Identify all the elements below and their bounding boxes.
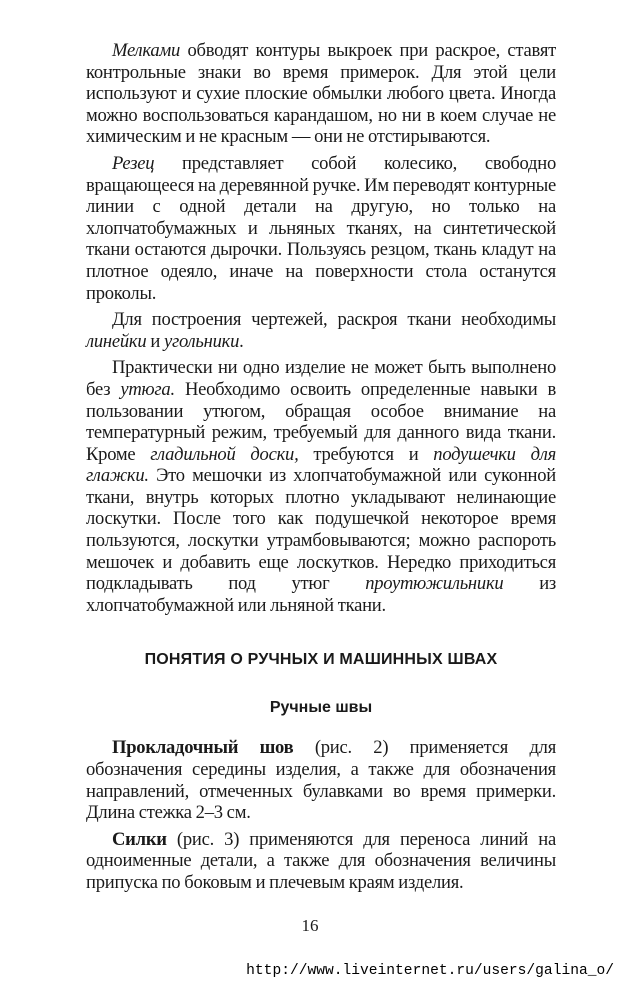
- emphasis-term: подушечки для глажки.: [86, 443, 556, 487]
- emphasis-term: утюга.: [120, 378, 175, 400]
- text-run: .: [239, 330, 244, 352]
- text-run: Практически ни одно изделие не может быть выполнено без: [86, 357, 556, 400]
- paragraph-iron: [86, 357, 556, 616]
- text-run: Для построения чертежей, раскроя ткани необходимы: [112, 309, 556, 331]
- text-run: требуются и: [298, 443, 434, 465]
- emphasis-term: линейки: [86, 330, 147, 352]
- text-run: обводят контуры выкроек при раскрое, ставят контрольные знаки во время примерок. Для этой цели используют и сухие плоские обмылки любого цвета. Иногда можно воспользоваться карандашом, но ни в коем случае не химическим и не красным — они не отстирываются.: [86, 40, 556, 148]
- emphasis-term: Мелками: [112, 40, 181, 61]
- text-run: (рис. 3) применяются для переноса линий на одноименные детали, а также для обозначения величины припуска по боковым и плечевым краям изделия.: [86, 828, 556, 893]
- text-run: (рис. 2) применяется для обозначения середины изделия, а также для обозначения направлений, отмеченных булавками во время примерки. Длина стежка 2–3 см.: [86, 737, 556, 824]
- hand-seams-text: [86, 737, 556, 893]
- text-run: из хлопчатобумажной или льняной ткани.: [86, 573, 556, 616]
- paragraph-tracing-wheel: [86, 153, 556, 304]
- bold-term: Силки: [112, 828, 167, 850]
- paragraph-rulers: [86, 309, 556, 352]
- emphasis-term: гладильной доски,: [150, 443, 299, 465]
- section-title: ПОНЯТИЯ О РУЧНЫХ И МАШИННЫХ ШВАХ: [144, 651, 498, 669]
- text-run: и: [146, 330, 164, 352]
- source-url-watermark: http://www.liveinternet.ru/users/galina_o/: [246, 963, 614, 979]
- bold-term: Прокладочный шов: [112, 737, 294, 759]
- emphasis-term: угольники: [163, 330, 240, 352]
- book-page: [86, 40, 556, 894]
- text-run: Это мешочки из хлопчатобумажной или суконной ткани, внутрь которых плотно укладывают нелинающие лоскутки. После того как подушечкой некоторое время пользуются, лоскутки утрамбовываются; можно распороть мешочек и добавить еще лоскутков. Нередко приходиться подкладывать под утюг: [86, 465, 556, 595]
- tools-text: [86, 40, 556, 616]
- text-run: Необходимо освоить определенные навыки в пользовании утюгом, обращая особое внимание на температурный режим, требуемый для данного вида ткани. Кроме: [86, 378, 556, 465]
- emphasis-term: Резец: [112, 152, 155, 174]
- emphasis-term: проутюжильники: [365, 573, 504, 595]
- text-run: представляет собой колесико, свободно вращающееся на деревянной ручке. Им переводят контурные линии с одной детали на другую, но только на хлопчатобумажных и льняных тканях, на синтетической ткани остаются дырочки. Пользуясь резцом, ткань кладут на плотное одеяло, иначе на поверхности стола останутся проколы.: [86, 152, 556, 304]
- page-number: 16: [301, 916, 319, 935]
- subsection-title: Ручные швы: [269, 699, 373, 717]
- paragraph-basting-seam: [86, 737, 556, 823]
- paragraph-chalk: [86, 40, 556, 148]
- paragraph-tailor-tacks: [86, 829, 556, 894]
